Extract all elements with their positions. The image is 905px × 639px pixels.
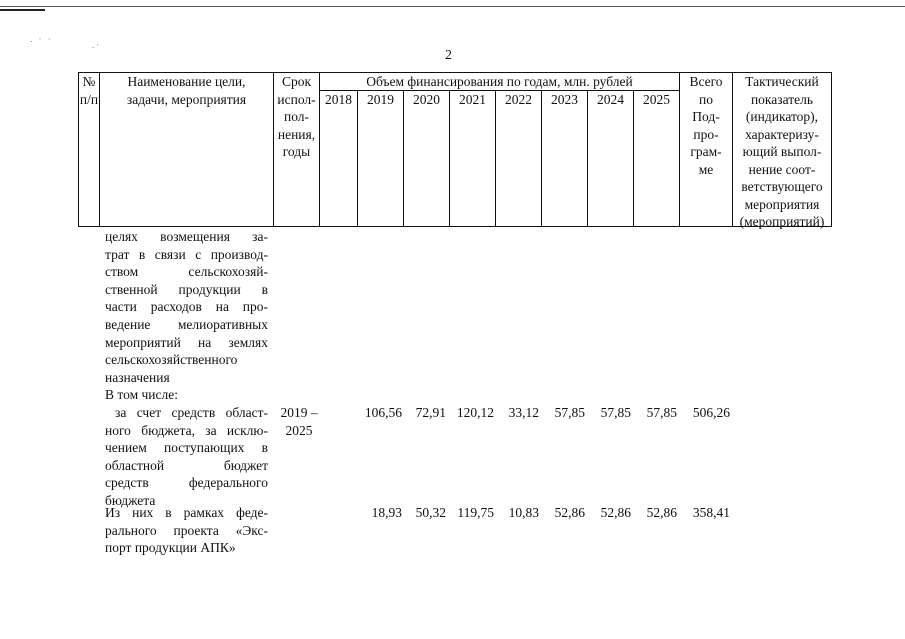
- regional-value-2025: 57,85: [646, 405, 677, 420]
- header-cell-funding-title: Объем финансирования по годам, млн. рублей: [319, 72, 680, 91]
- page-number: 2: [445, 48, 452, 63]
- federal-value-total: 358,41: [692, 505, 730, 520]
- header-cell-total: Всего по Под- про- грам- ме: [679, 72, 733, 227]
- header-year-2024: 2024: [587, 90, 634, 227]
- regional-value-2024: 57,85: [600, 405, 631, 420]
- header-year-2018: 2018: [319, 90, 358, 227]
- scan-artifact: .·: [92, 40, 102, 50]
- federal-value-2024: 52,86: [600, 505, 631, 520]
- regional-term: 2019 – 2025: [280, 405, 318, 438]
- federal-value-2020: 50,32: [415, 505, 446, 520]
- regional-value-2019: 106,56: [364, 405, 402, 420]
- federal-value-2022: 10,83: [508, 505, 539, 520]
- header-year-2022: 2022: [495, 90, 542, 227]
- scan-artifact: . · ·: [30, 34, 53, 44]
- regional-value-2022: 33,12: [508, 405, 539, 420]
- including-label: В том числе:: [105, 387, 178, 403]
- header-cell-term: Срок испол- пол- нения, годы: [273, 72, 320, 227]
- federal-value-2023: 52,86: [554, 505, 585, 520]
- regional-value-2020: 72,91: [415, 405, 446, 420]
- federal-value-2021: 119,75: [457, 505, 494, 520]
- regional-value-total: 506,26: [692, 405, 730, 420]
- federal-value-2025: 52,86: [646, 505, 677, 520]
- federal-value-2019: 18,93: [371, 505, 402, 520]
- regional-value-2023: 57,85: [554, 405, 585, 420]
- header-cell-number: № п/п: [78, 72, 100, 227]
- federal-project-text: Из них в рамках феде- рального проекта «Экс- порт продукции АПК»: [105, 505, 268, 556]
- header-cell-indicator: Тактический показатель (индикатор), характеризу- ющий выпол- нение соот- ветствующего мероприятия (мероприятий): [732, 72, 832, 227]
- regional-budget-text: за счет средств област- ного бюджета, за исклю- чением поступающих в областной бюджет средств федерального бюджета: [105, 405, 268, 508]
- header-year-2021: 2021: [449, 90, 496, 227]
- header-year-2020: 2020: [403, 90, 450, 227]
- top-rule: [0, 6, 905, 7]
- header-cell-name: Наименование цели, задачи, мероприятия: [99, 72, 274, 227]
- header-year-2023: 2023: [541, 90, 588, 227]
- top-rule-accent: [0, 9, 45, 11]
- header-year-2019: 2019: [357, 90, 404, 227]
- regional-value-2021: 120,12: [456, 405, 494, 420]
- continuation-text: целях возмещения за- трат в связи с производ- ством сельскохозяй- ственной продукции в части расходов на про- ведение мелиоративных мероприятий на землях сельскохозяйственного назначения В том числе:: [105, 229, 268, 403]
- header-year-2025: 2025: [633, 90, 680, 227]
